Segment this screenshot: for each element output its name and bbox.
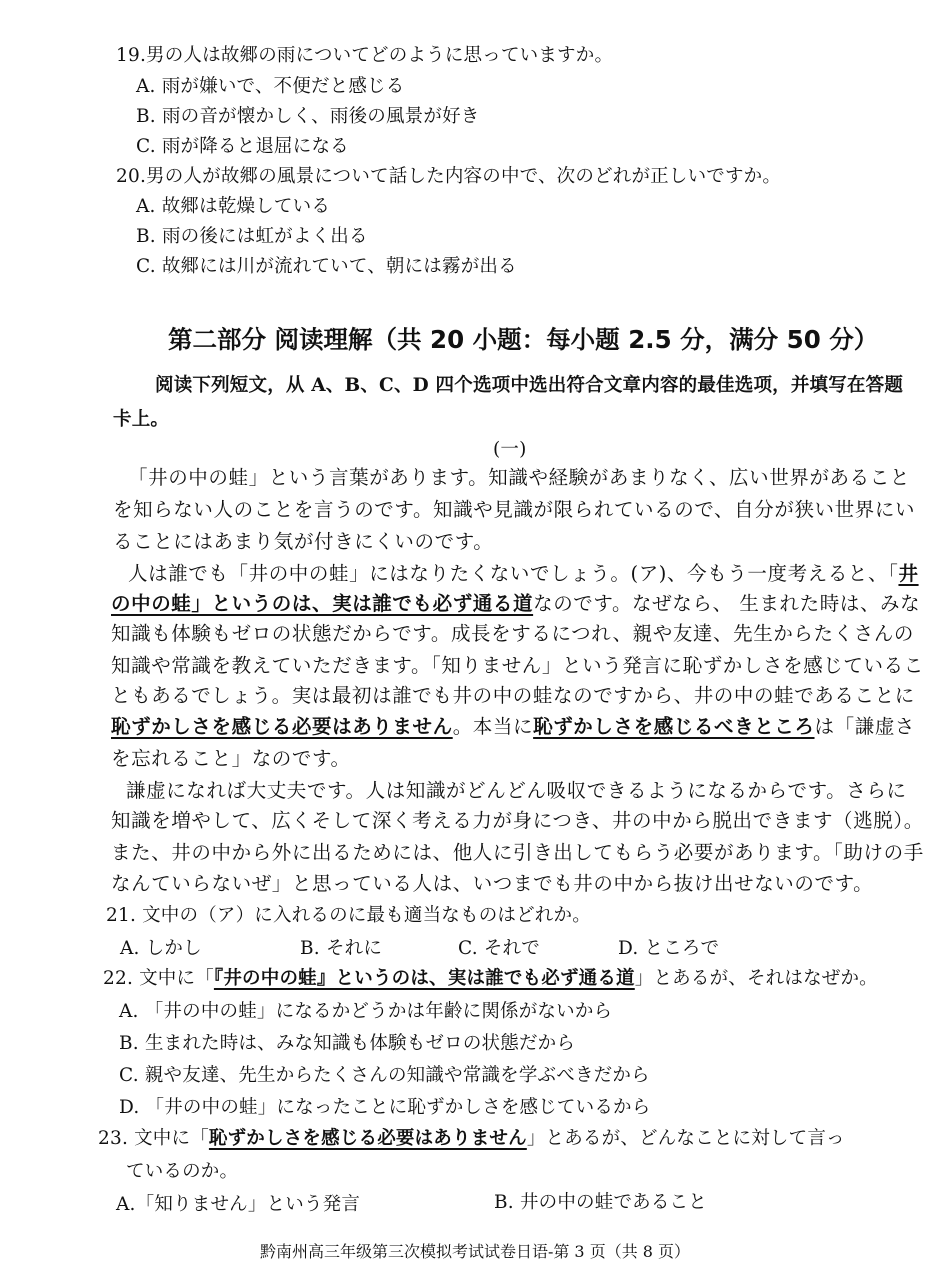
underlined-phrase: の中の蛙」というのは、実は誰でも必ず通る道 bbox=[111, 592, 534, 615]
section-instruction-cont: 卡上。 bbox=[113, 409, 170, 430]
passage-line: 知識や常識を教えていただきます。「知りません」という発言に恥ずかしさを感じているこ bbox=[111, 654, 924, 677]
q20-option-a: A. 故郷は乾燥している bbox=[136, 196, 331, 217]
passage-line: を知らない人のことを言うのです。知識や見識が限られているので、自分が狭い世界にい bbox=[113, 498, 916, 521]
passage-line bbox=[111, 590, 920, 618]
passage-line: また、井の中から外に出るためには、他人に引き出してもらう必要があります。「助けの手 bbox=[111, 841, 924, 864]
q19-option-a: A. 雨が嫌いで、不便だと感じる bbox=[136, 76, 405, 97]
q23-text: 」とあるが、どんなことに対して言っ bbox=[526, 1128, 845, 1149]
q22-option-b: B. 生まれた時は、みな知識も体験もゼロの状態だから bbox=[119, 1033, 576, 1054]
q23-question bbox=[98, 1125, 845, 1153]
q19-question: 19.男の人は故郷の雨についてどのように思っていますか。 bbox=[116, 45, 614, 66]
passage-line: 知識を増やして、広くそして深く考える力が身につき、井の中から脱出できます（逃脱）。 bbox=[111, 809, 924, 832]
q21-question: 21. 文中の（ア）に入れるのに最も適当なものはどれか。 bbox=[106, 905, 591, 926]
passage-line: 謙虚になれば大丈夫です。人は知識がどんどん吸収できるようになるからです。さらに bbox=[126, 779, 907, 802]
section-title: 第二部分 阅读理解（共 20 小题：每小题 2.5 分，满分 50 分） bbox=[168, 325, 879, 354]
passage-line: 「井の中の蛙」という言葉があります。知識や経験があまりなく、広い世界があること bbox=[128, 466, 910, 489]
q19-option-c: C. 雨が降ると退屈になる bbox=[136, 136, 349, 157]
q22-question bbox=[103, 965, 878, 993]
underlined-phrase: 恥ずかしさを感じるべきところ bbox=[533, 715, 815, 738]
passage-line: なんていらないぜ」と思っている人は、いつまでも井の中から抜け出せないのです。 bbox=[111, 872, 874, 895]
q22-text: 」とあるが、それはなぜか。 bbox=[634, 968, 878, 989]
q20-question: 20.男の人が故郷の風景について話した内容の中で、次のどれが正しいですか。 bbox=[116, 166, 782, 187]
q23-option-b: B. 井の中の蛙であること bbox=[494, 1192, 707, 1213]
passage-line bbox=[128, 560, 919, 588]
q22-option-c: C. 親や友達、先生からたくさんの知識や常識を学ぶべきだから bbox=[119, 1065, 650, 1086]
q21-option-c: C. それで bbox=[458, 938, 540, 959]
passage-text: 。本当に bbox=[452, 715, 534, 738]
q21-option-b: B. それに bbox=[300, 938, 383, 959]
passage-text: 人は誰でも「井の中の蛙」にはなりたくないでしょう。(ア)、今もう一度考えると、「 bbox=[128, 562, 899, 585]
passage-text: は「謙虚さ bbox=[814, 715, 916, 738]
page-footer: 黔南州高三年级第三次模拟考试试卷日语-第 3 页（共 8 页） bbox=[259, 1242, 691, 1261]
q21-option-a: A. しかし bbox=[120, 938, 202, 959]
passage-line: を忘れること」なのです。 bbox=[111, 747, 351, 770]
q23-question-cont: ているのか。 bbox=[126, 1161, 239, 1182]
q20-option-b: B. 雨の後には虹がよく出る bbox=[136, 226, 368, 247]
q20-option-c: C. 故郷には川が流れていて、朝には霧が出る bbox=[136, 256, 517, 277]
passage-line: ることにはあまり気が付きにくいのです。 bbox=[113, 530, 494, 553]
q19-option-b: B. 雨の音が懐かしく、雨後の風景が好き bbox=[136, 106, 480, 127]
underlined-phrase: 恥ずかしさを感じる必要はありません bbox=[111, 715, 453, 738]
q22-option-d: D. 「井の中の蛙」になったことに恥ずかしさを感じているから bbox=[119, 1097, 651, 1118]
section-instruction: 阅读下列短文，从 A、B、C、D 四个选项中选出符合文章内容的最佳选项，并填写在答题 bbox=[155, 375, 904, 396]
q23-option-a: A.「知りません」という発言 bbox=[116, 1194, 361, 1215]
q23-underlined-quote: 恥ずかしさを感じる必要はありません bbox=[208, 1128, 527, 1149]
q23-text: 23. 文中に「 bbox=[98, 1128, 209, 1149]
underlined-phrase: 井 bbox=[898, 562, 919, 585]
passage-number: (一) bbox=[493, 439, 527, 460]
passage-line: ともあるでしょう。実は最初は誰でも井の中の蛙なのですから、井の中の蛙であることに bbox=[111, 684, 915, 707]
q21-option-d: D. ところで bbox=[618, 938, 720, 959]
q22-underlined-quote: 『井の中の蛙』というのは、実は誰でも必ず通る道 bbox=[213, 968, 635, 989]
passage-line bbox=[111, 713, 915, 741]
q22-option-a: A. 「井の中の蛙」になるかどうかは年齢に関係がないから bbox=[119, 1001, 613, 1022]
passage-line: 知識も体験もゼロの状態だからです。成長をするにつれ、親や友達、先生からたくさんの bbox=[111, 622, 915, 645]
passage-text: なのです。なぜなら、 生まれた時は、みな bbox=[533, 592, 921, 615]
q22-text: 22. 文中に「 bbox=[103, 968, 214, 989]
